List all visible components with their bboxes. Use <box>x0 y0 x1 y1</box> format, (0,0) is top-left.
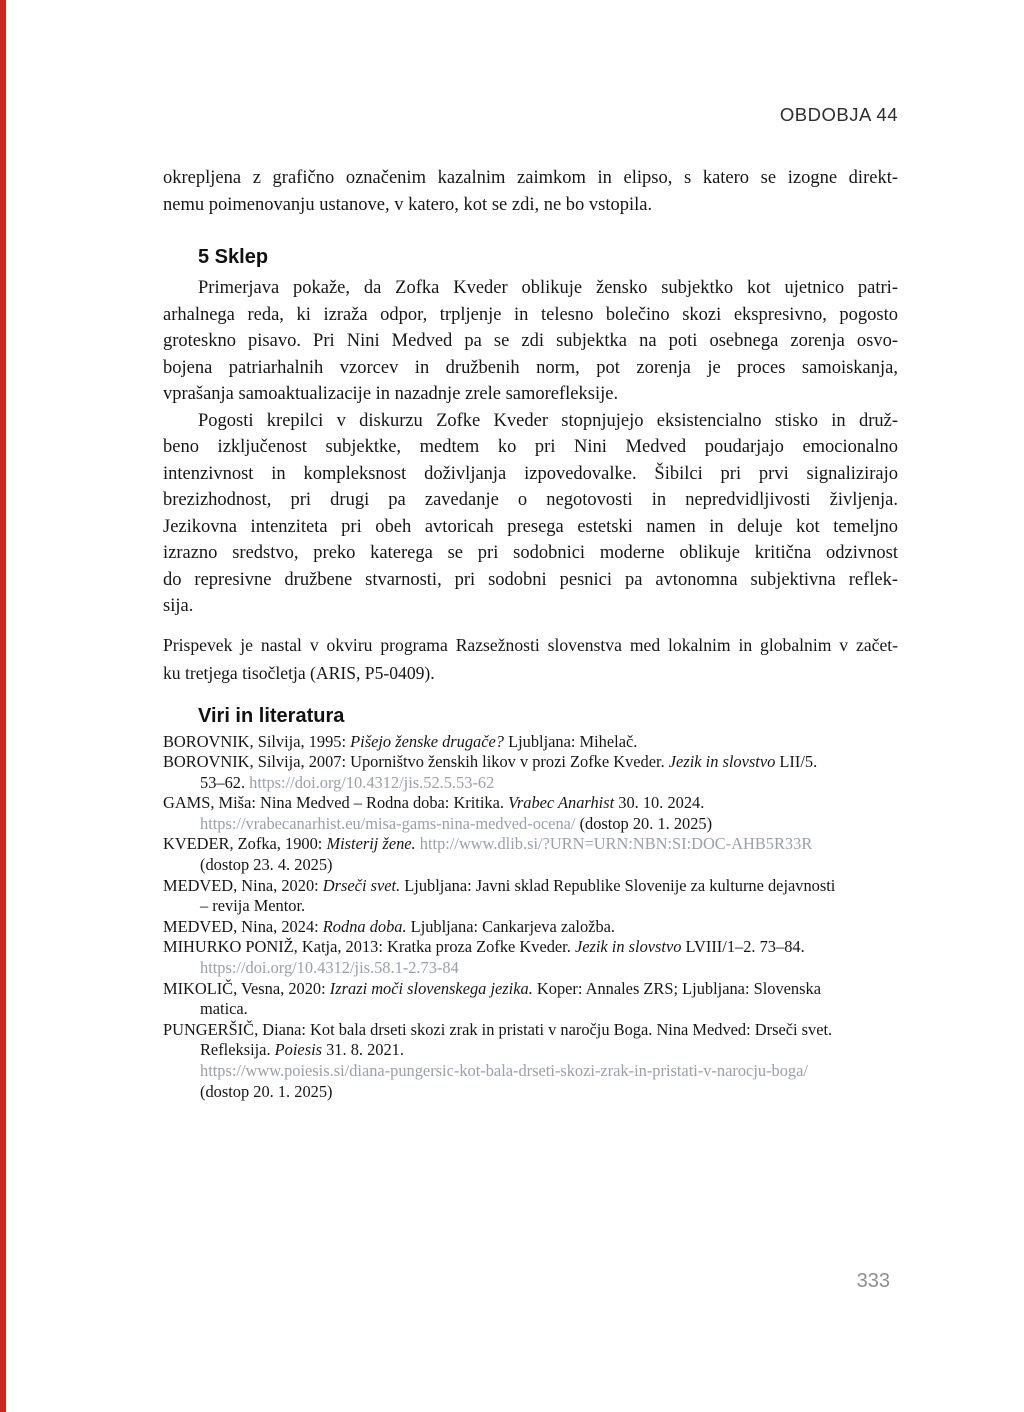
text-line: sija. <box>163 596 194 616</box>
text-line: Jezikovna intenziteta pri obeh avtoricah presega estetski namen in deluje kot temeljno <box>163 516 898 537</box>
reference-list <box>163 732 898 1103</box>
reference-line <box>163 814 898 835</box>
reference-title-italic: Jezik in slovstvo <box>574 937 682 957</box>
reference-entry <box>163 1020 898 1102</box>
reference-text: (dostop 23. 4. 2025) <box>200 855 333 875</box>
text-line: do represivne družbene stvarnosti, pri sodobni pesnici pa avtonomna subjektivna reflek- <box>163 569 898 590</box>
text-line: arhalnega reda, ki izraža odpor, trpljenje in telesno bolečino skozi ekspresivno, pogosto <box>163 304 898 325</box>
reference-line <box>163 896 898 917</box>
reference-text: Ljubljana: Cankarjeva založba. <box>406 916 616 936</box>
reference-text: MIKOLIČ, Vesna, 2020: <box>163 978 330 998</box>
reference-entry <box>163 752 898 793</box>
text-line: intenzivnost in kompleksnost doživljanja izpovedovalke. Šibilci pri prvi signalizirajo <box>163 463 898 484</box>
section-heading-sklep: 5 Sklep <box>198 246 269 268</box>
body-paragraph <box>163 275 898 408</box>
page-number: 333 <box>856 1270 890 1292</box>
reference-title-italic: Misterij žene. <box>326 834 416 854</box>
reference-title-italic: Vrabec Anarhist <box>508 793 615 813</box>
reference-line <box>163 793 898 814</box>
funding-note <box>163 631 898 687</box>
reference-text: KVEDER, Zofka, 1900: <box>163 834 327 854</box>
reference-line <box>163 855 898 876</box>
reference-entry <box>163 732 898 753</box>
reference-text: (dostop 20. 1. 2025) <box>200 1081 333 1101</box>
reference-entry <box>163 793 898 834</box>
reference-line <box>163 876 898 897</box>
reference-line <box>163 1040 898 1061</box>
reference-text: (dostop 20. 1. 2025) <box>575 813 713 833</box>
reference-text: PUNGERŠIČ, Diana: Kot bala drseti skozi zrak in pristati v naročju Boga. Nina Medved: Drseči svet. <box>163 1019 833 1039</box>
reference-link[interactable]: https://www.poiesis.si/diana-pungersic-kot-bala-drseti-skozi-zrak-in-pristati-v-narocju-boga/ <box>200 1061 808 1080</box>
text-line: okrepljena z grafično označenim kazalnim zaimkom in elipso, s katero se izogne direkt- <box>163 168 898 188</box>
reference-line <box>163 1061 898 1082</box>
reference-entry <box>163 937 898 978</box>
reference-link[interactable]: https://vrabecanarhist.eu/misa-gams-nina-medved-ocena/ <box>200 813 576 833</box>
reference-line <box>163 773 898 794</box>
text-line: Primerjava pokaže, da Zofka Kveder oblikuje žensko subjektko kot ujetnico patri- <box>198 278 898 298</box>
reference-line <box>163 834 898 855</box>
text-line: Pogosti krepilci v diskurzu Zofke Kveder stopnjujejo eksistencialno stisko in druž- <box>198 410 898 431</box>
reference-link[interactable]: https://doi.org/10.4312/jis.58.1-2.73-84 <box>200 958 459 978</box>
reference-text: BOROVNIK, Silvija, 2007: Uporništvo ženskih likov v prozi Zofke Kveder. <box>163 752 669 772</box>
text-line: beno izključenost subjektke, medtem ko pri Nini Medved poudarjajo emocionalno <box>163 437 898 457</box>
reference-text: LII/5. <box>775 752 818 772</box>
reference-text: MEDVED, Nina, 2024: <box>163 916 323 936</box>
reference-line <box>163 958 898 979</box>
reference-line <box>163 979 898 1000</box>
reference-text: 31. 8. 2021. <box>322 1040 404 1060</box>
text-line: Prispevek je nastal v okviru programa Razsežnosti slovenstva med lokalnim in globalnim v začet- <box>163 634 898 655</box>
text-line: vprašanja samoaktualizacije in nazadnje zrele samorefleksije. <box>163 384 619 404</box>
reference-text: 30. 10. 2024. <box>614 793 705 813</box>
reference-line <box>163 752 898 773</box>
reference-entry <box>163 834 898 875</box>
text-line: groteskno pisavo. Pri Nini Medved pa se zdi subjektka na poti osebnega zorenja osvo- <box>163 331 898 351</box>
reference-entry <box>163 979 898 1020</box>
reference-text: – revija Mentor. <box>200 896 306 916</box>
body-paragraph <box>163 408 898 620</box>
reference-title-italic: Izrazi moči slovenskega jezika. <box>329 978 533 998</box>
reference-line <box>163 917 898 938</box>
intro-paragraph <box>163 165 898 218</box>
text-line: ku tretjega tisočletja (ARIS, P5-0409). <box>163 662 435 683</box>
reference-text: BOROVNIK, Silvija, 1995: <box>163 731 351 751</box>
reference-line <box>163 732 898 753</box>
reference-line <box>163 1020 898 1041</box>
text-column <box>163 0 898 1102</box>
reference-title-italic: Rodna doba. <box>322 916 407 936</box>
reference-text: GAMS, Miša: Nina Medved – Rodna doba: Kritika. <box>163 793 509 813</box>
section-heading-viri: Viri in literatura <box>198 704 345 727</box>
left-edge-red-bar <box>0 0 6 1412</box>
reference-entry <box>163 917 898 938</box>
reference-link[interactable]: http://www.dlib.si/?URN=URN:NBN:SI:DOC-AHB5R33R <box>419 834 813 854</box>
reference-text: 53–62. <box>200 772 250 792</box>
reference-line <box>163 999 898 1020</box>
reference-text: Ljubljana: Mihelač. <box>504 731 638 751</box>
reference-title-italic: Poiesis <box>274 1040 323 1060</box>
running-head: OBDOBJA 44 <box>779 104 898 125</box>
reference-text: MEDVED, Nina, 2020: <box>163 875 323 895</box>
text-line: brezizhodnost, pri drugi pa zavedanje o negotovosti in nepredvidljivosti življenja. <box>163 490 898 510</box>
reference-link[interactable]: https://doi.org/10.4312/jis.52.5.53-62 <box>249 772 495 792</box>
reference-text: Ljubljana: Javni sklad Republike Slovenije za kulturne dejavnosti <box>400 875 836 895</box>
text-line: izrazno sredstvo, preko katerega se pri sodobnici moderne oblikuje kritična odzivnost <box>163 543 898 563</box>
reference-text: Refleksija. <box>200 1040 275 1060</box>
reference-line <box>163 1082 898 1103</box>
reference-text: Koper: Annales ZRS; Ljubljana: Slovenska <box>532 978 821 998</box>
reference-title-italic: Pišejo ženske drugače? <box>350 731 504 751</box>
reference-entry <box>163 876 898 917</box>
reference-title-italic: Drseči svet. <box>322 875 401 895</box>
reference-line <box>163 937 898 958</box>
reference-text: LVIII/1–2. 73–84. <box>681 937 805 957</box>
reference-title-italic: Jezik in slovstvo <box>668 752 776 772</box>
reference-text: matica. <box>200 999 248 1019</box>
reference-text: MIHURKO PONIŽ, Katja, 2013: Kratka proza Zofke Kveder. <box>163 937 575 957</box>
text-line: nemu poimenovanju ustanove, v katero, kot se zdi, ne bo vstopila. <box>163 194 653 215</box>
text-line: bojena patriarhalnih vzorcev in družbenih norm, pot zorenja je proces samoiskanja, <box>163 357 898 378</box>
